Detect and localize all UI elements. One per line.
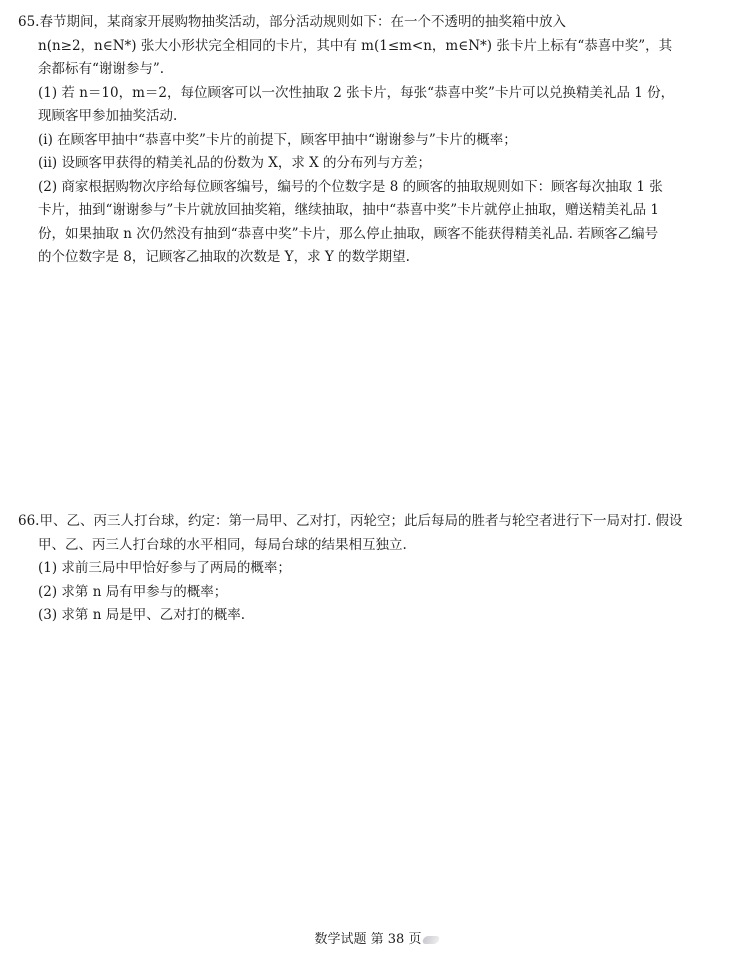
problem-66-line-2: 甲、乙、丙三人打台球的水平相同，每局台球的结果相互独立. <box>38 536 407 553</box>
problem-65-line-7: (ii) 设顾客甲获得的精美礼品的份数为 X，求 X 的分布列与方差； <box>38 155 432 171</box>
problem-66 <box>18 510 683 628</box>
problem-65-line-2: n(n≥2，n∈N*) 张大小形状完全相同的卡片，其中有 m(1≤m<n，m∈N*) 张卡片上标有“恭喜中奖”，其 <box>38 37 673 54</box>
problem-66-line-1: 66.甲、乙、丙三人打台球，约定：第一局甲、乙对打，丙轮空；此后每局的胜者与轮空者进行下一局对打. 假设 <box>18 513 683 529</box>
problem-65-line-4: (1) 若 n＝10，m＝2，每位顾客可以一次性抽取 2 张卡片，每张“恭喜中奖”卡片可以兑换精美礼品 1 份， <box>38 84 675 101</box>
page-footer <box>0 928 736 947</box>
problem-66-line-4: (2) 求第 n 局有甲参与的概率； <box>38 583 228 600</box>
problem-65-line-8: (2) 商家根据购物次序给每位顾客编号，编号的个位数字是 8 的顾客的抽取规则如下：顾客每次抽取 1 张 <box>38 178 663 195</box>
problem-66-line-5: (3) 求第 n 局是甲、乙对打的概率. <box>38 607 245 623</box>
problem-65-line-5: 现顾客甲参加抽奖活动. <box>38 108 178 124</box>
problem-65-line-11: 的个位数字是 8，记顾客乙抽取的次数是 Y，求 Y 的数学期望. <box>38 249 410 265</box>
problem-65-line-3: 余都标有“谢谢参与”. <box>38 61 165 77</box>
problem-65-line-1: 65.春节期间，某商家开展购物抽奖活动，部分活动规则如下：在一个不透明的抽奖箱中放入 <box>18 14 566 30</box>
problem-65 <box>18 11 678 270</box>
footer-label-wrap <box>297 928 440 947</box>
page-number-label: 数学试题 第 38 页 <box>314 932 422 947</box>
problem-66-line-3: (1) 求前三局中甲恰好参与了两局的概率； <box>38 560 291 576</box>
problem-65-line-6: (i) 在顾客甲抽中“恭喜中奖”卡片的前提下，顾客甲抽中“谢谢参与”卡片的概率； <box>38 131 517 148</box>
page-smudge-mark <box>422 936 441 944</box>
problem-65-line-9: 卡片，抽到“谢谢参与”卡片就放回抽奖箱，继续抽取，抽中“恭喜中奖”卡片就停止抽取，赠送精美礼品 1 <box>38 202 659 218</box>
problem-65-line-10: 份，如果抽取 n 次仍然没有抽到“恭喜中奖”卡片，那么停止抽取，顾客不能获得精美礼品. 若顾客乙编号 <box>38 225 659 242</box>
